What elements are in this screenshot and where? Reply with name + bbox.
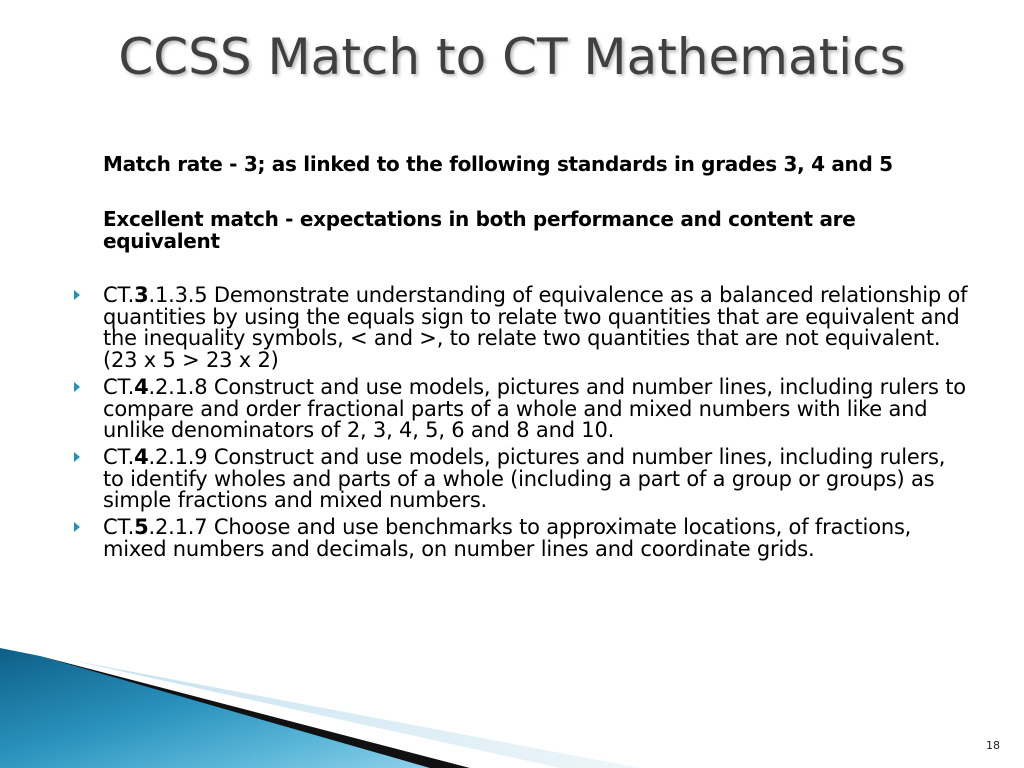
triangle-bullet-icon [74,290,80,300]
standards-list [72,285,972,560]
standard-grade: 4 [134,374,149,399]
list-item [72,374,972,443]
standard-text: .1.3.5 Demonstrate understanding of equivalence as a balanced relationship of quantities by using the equals sign to relate two quantities that are equivalent and the inequality symbols, < and >, to relate two quantities that are not equivalent. (23 x 5 > 23 x 2) [103,283,968,373]
standard-text: .2.1.8 Construct and use models, pictures and number lines, including rulers to compare and order fractional parts of a whole and mixed numbers with like and unlike denominators of 2, 3, 4, 5, 6 and 8 and 10. [103,374,966,443]
standard-grade: 4 [134,444,149,469]
standard-prefix: CT. [103,444,135,469]
intro-match-rate: Match rate - 3; as linked to the following standards in grades 3, 4 and 5 [103,152,893,176]
slide-title: CCSS Match to CT Mathematics [118,28,906,86]
list-item [72,285,972,372]
page-number: 18 [986,739,1000,752]
slide-body [72,153,972,565]
standard-prefix: CT. [103,374,135,399]
decorative-corner-swoosh [0,640,640,768]
standard-prefix: CT. [103,515,135,540]
intro-excellent-match: Excellent match - expectations in both performance and content are equivalent [103,207,856,253]
triangle-bullet-icon [74,522,80,532]
standard-text: .2.1.7 Choose and use benchmarks to approximate locations, of fractions, mixed numbers and decimals, on number lines and coordinate grids. [103,515,912,561]
standard-grade: 3 [134,283,149,307]
standard-text: .2.1.9 Construct and use models, pictures and number lines, including rulers, to identify wholes and parts of a whole (including a part of a group or groups) as simple fractions and mixed numbers. [103,444,946,513]
decor-blue-shape [0,648,430,768]
list-item [72,517,972,560]
triangle-bullet-icon [74,452,80,462]
triangle-bullet-icon [74,382,80,392]
standard-prefix: CT. [103,283,135,307]
standard-grade: 5 [134,515,149,540]
list-item [72,444,972,513]
